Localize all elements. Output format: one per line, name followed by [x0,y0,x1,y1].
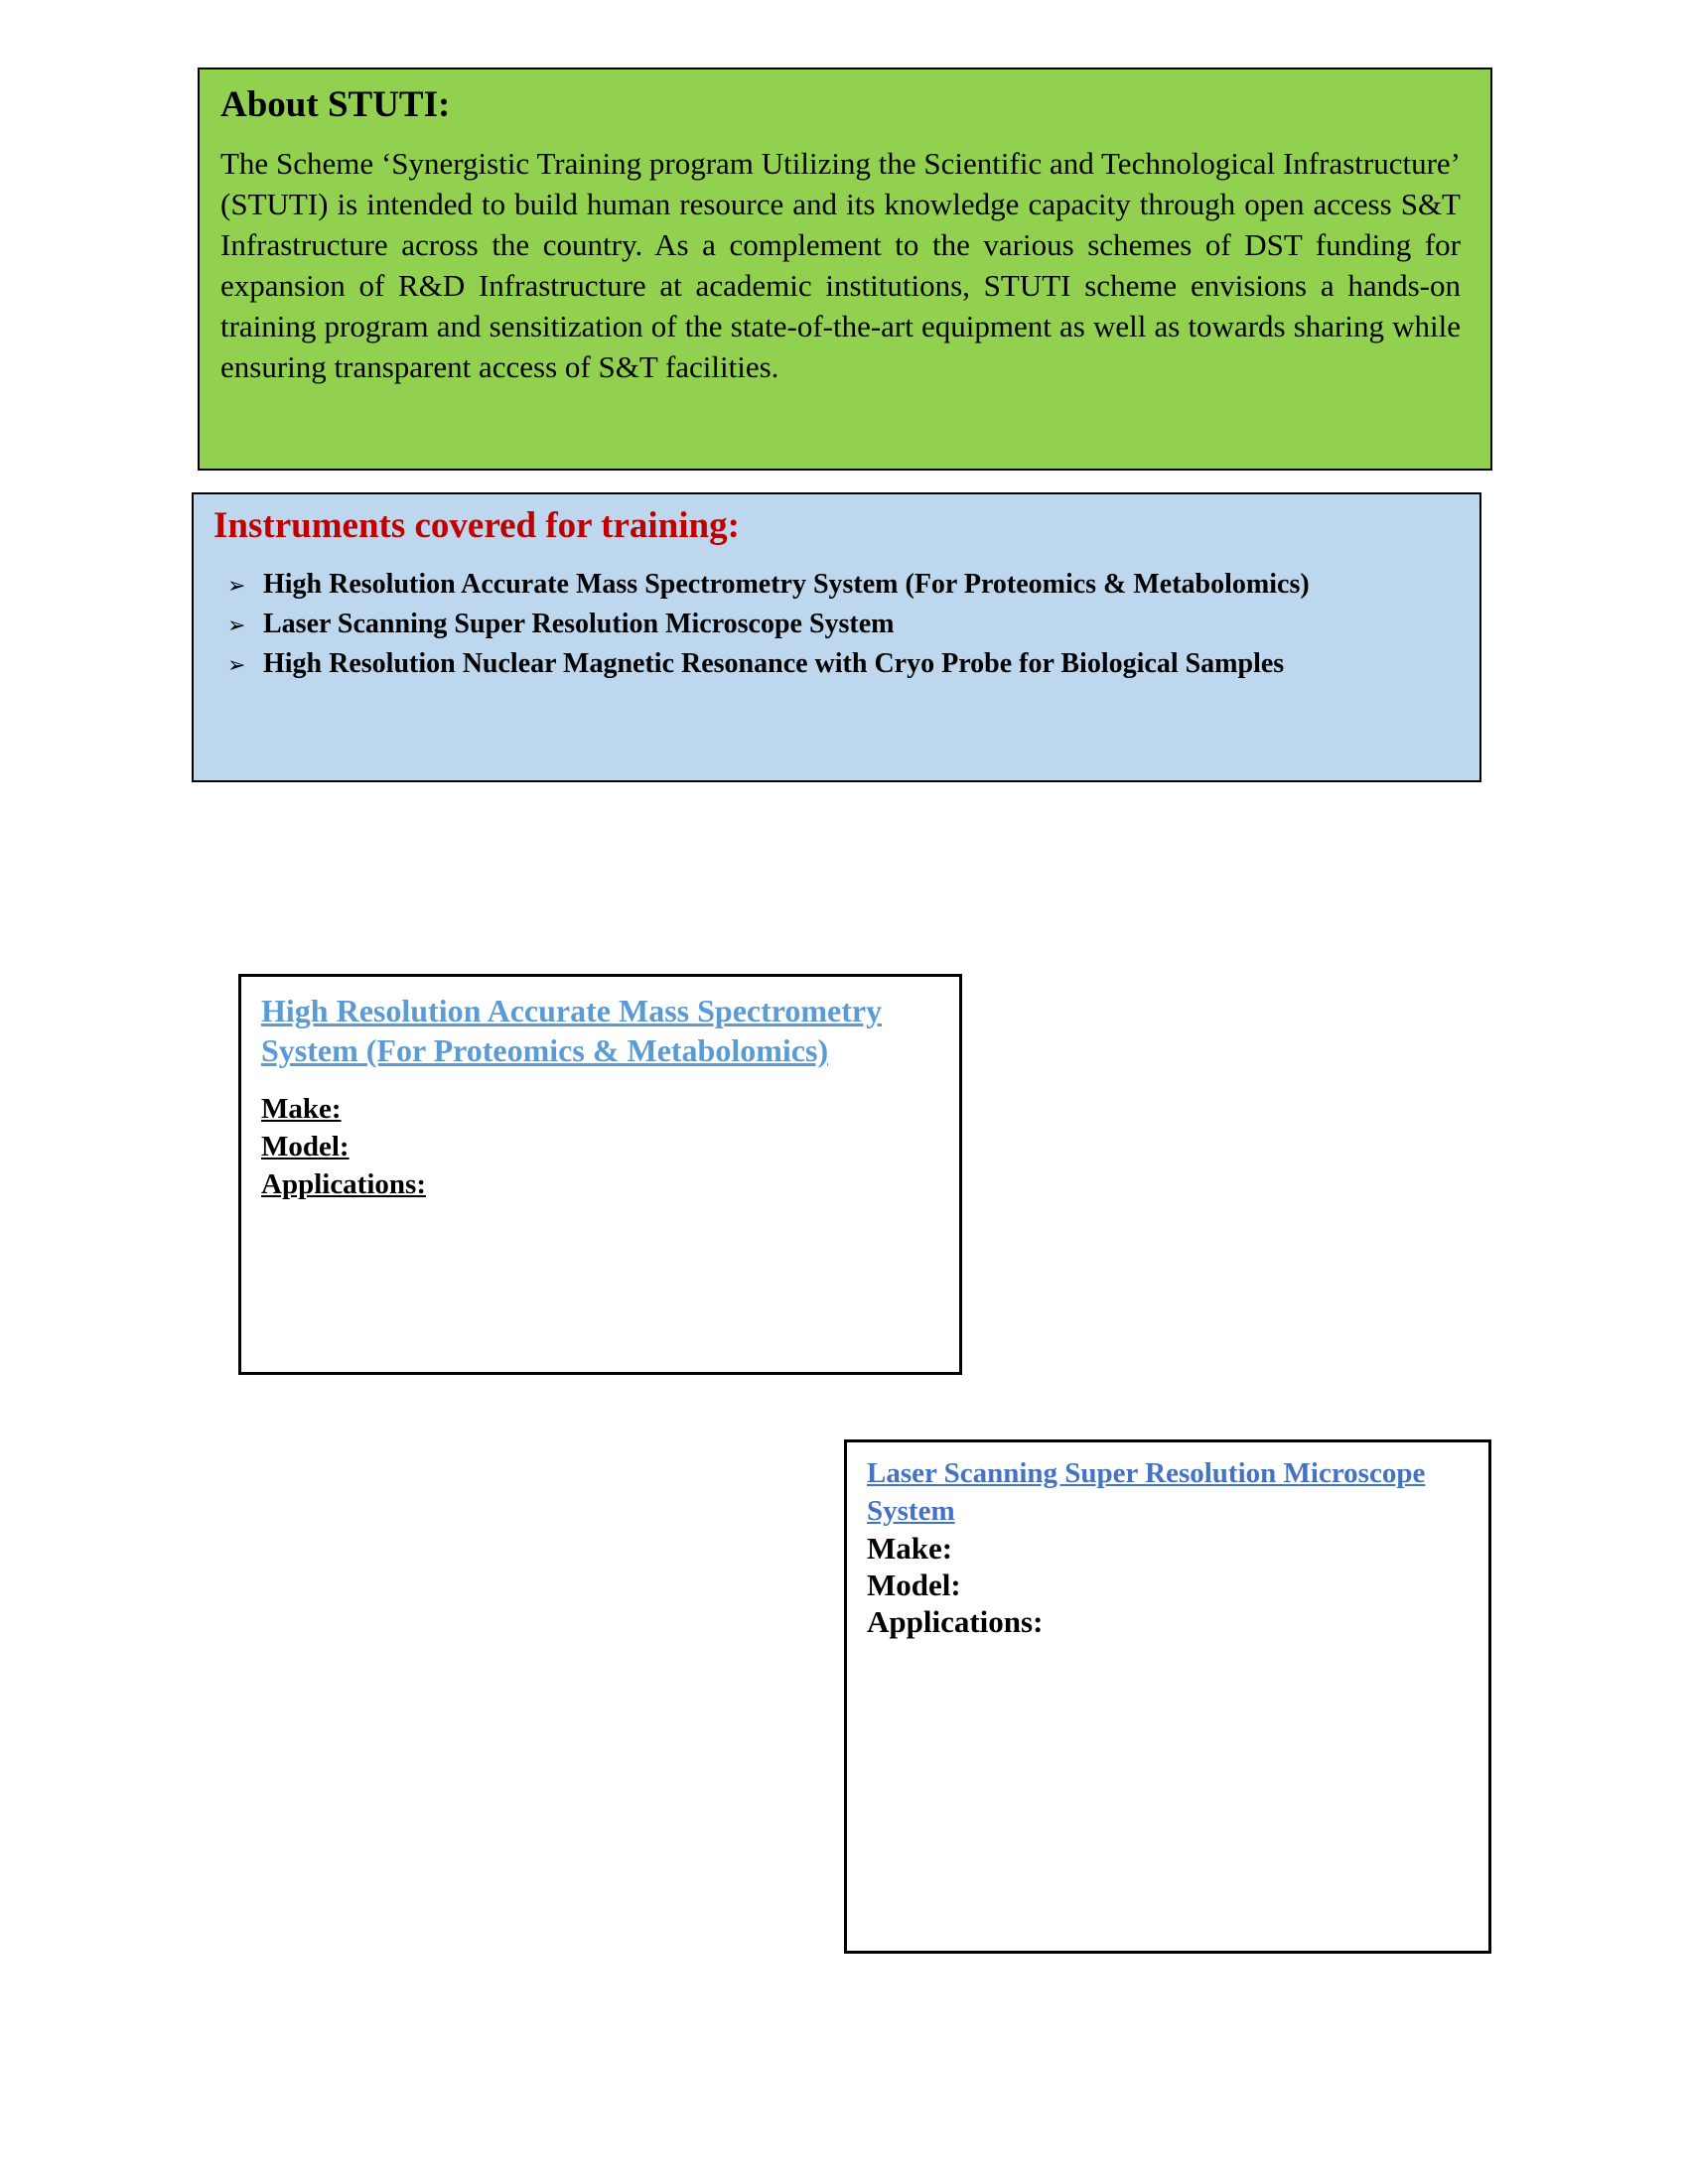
mass-spectrometry-card [238,974,962,1375]
arrowhead-bullet-icon: ➢ [227,574,246,599]
microscope-card [844,1439,1491,1954]
arrowhead-bullet-icon: ➢ [227,653,246,678]
about-body: The Scheme ‘Synergistic Training program Utilizing the Scientific and Technological Infrastructure’ (STUTI) is intended to build human resource and its knowledge capacity through open access S&T Infrastructure across the country. As a complement to the various schemes of DST funding for expansion of R&D Infrastructure at academic institutions, STUTI scheme envisions a hands-on training program and sensitization of the state-of-the-art equipment as well as towards sharing while ensuring transparent access of S&T facilities. [220,146,1461,384]
model-label: Model: [867,1568,961,1602]
instrument-item [227,645,1460,685]
instrument-item [227,566,1460,606]
instrument-item-label: High Resolution Accurate Mass Spectrometry System (For Proteomics & Metabolomics) [263,569,1310,600]
mass-spectrometry-card-title[interactable]: High Resolution Accurate Mass Spectrometry System (For Proteomics & Metabolomics) [261,993,883,1068]
make-label: Make: [867,1531,953,1566]
instruments-list [213,566,1460,685]
arrowhead-bullet-icon: ➢ [227,614,246,638]
about-heading: About STUTI: [220,84,451,125]
instrument-item-label: High Resolution Nuclear Magnetic Resonance with Cryo Probe for Biological Samples [263,648,1285,679]
instruments-heading: Instruments covered for training: [213,505,740,546]
microscope-card-title[interactable]: Laser Scanning Super Resolution Microscope System [867,1457,1426,1527]
instruments-section [192,492,1481,782]
about-section [198,68,1492,471]
applications-label: Applications: [867,1604,1044,1639]
instrument-item-label: Laser Scanning Super Resolution Microscope System [263,609,895,639]
make-label: Make: [261,1093,342,1125]
model-label: Model: [261,1131,350,1162]
applications-label: Applications: [261,1168,426,1200]
instrument-item [227,606,1460,645]
